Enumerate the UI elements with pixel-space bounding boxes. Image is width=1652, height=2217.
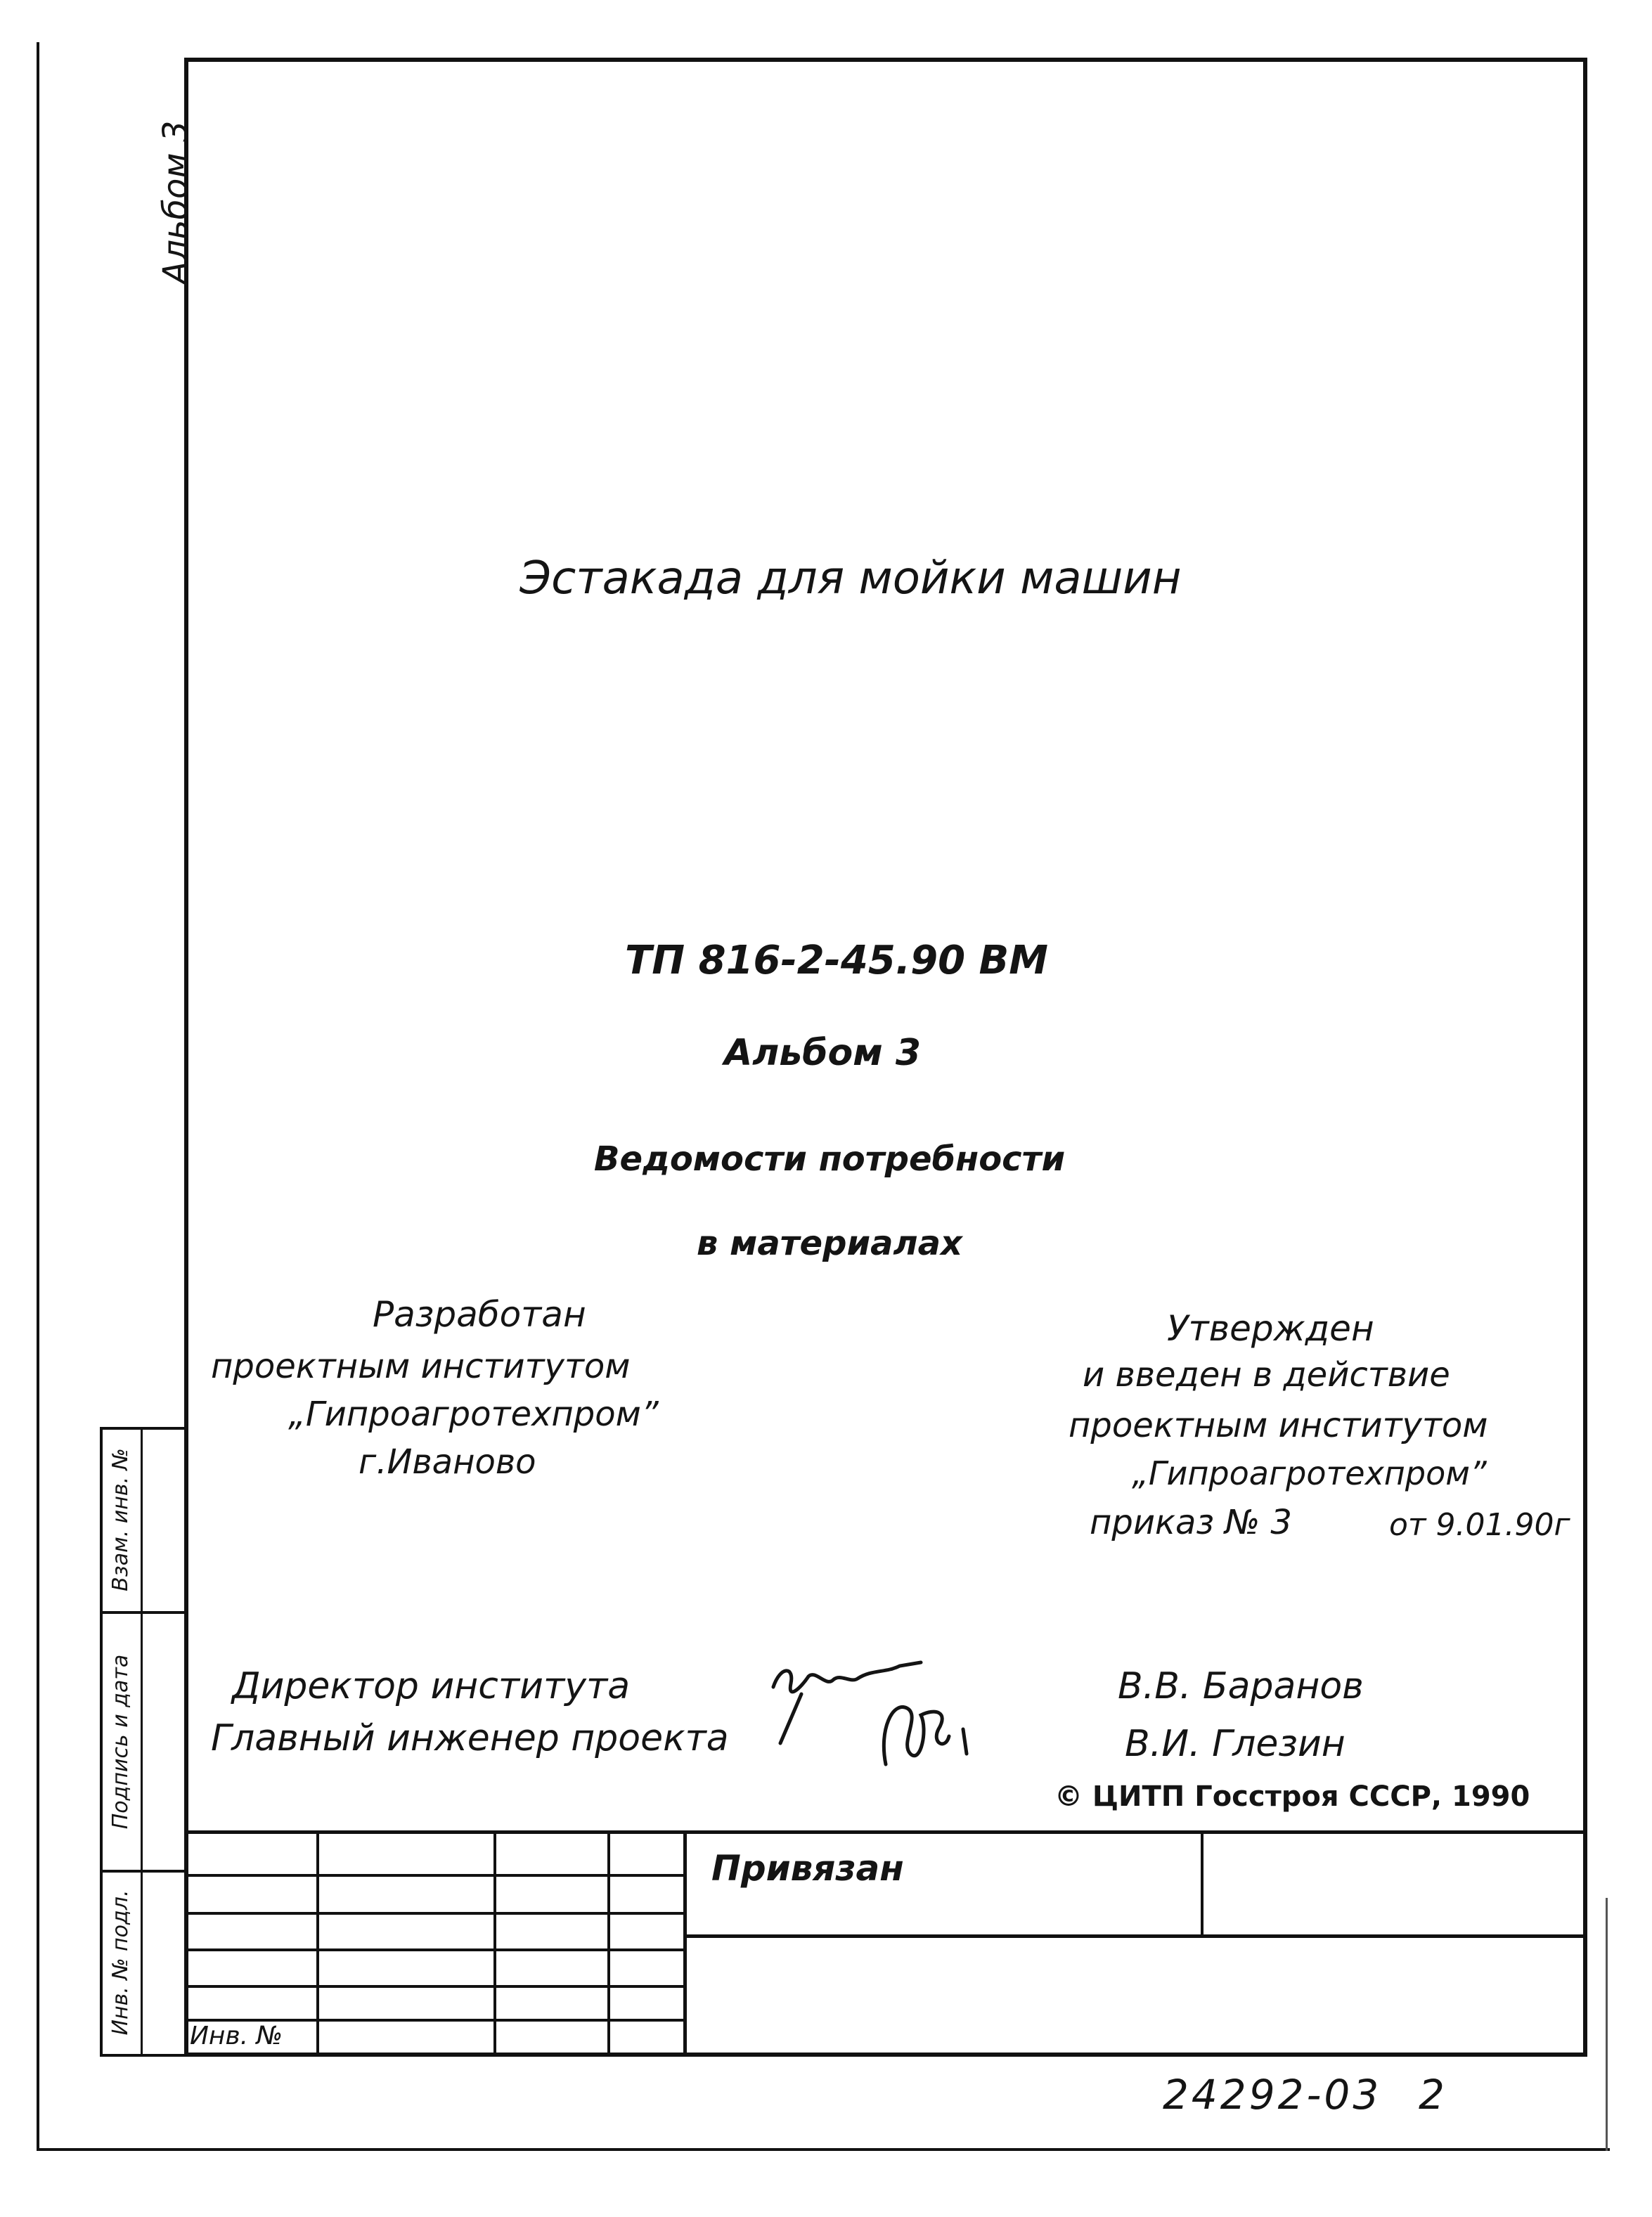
stamp-row-3 [184, 1948, 686, 1951]
subject-line-1: Ведомости потребности [593, 1139, 1066, 1179]
stamp-col-5 [1201, 1830, 1203, 1936]
developed-line-3: „Гипроагротехпром” [288, 1395, 659, 1434]
project-designation: ТП 816-2-45.90 ВМ [625, 938, 1048, 983]
stamp-row-1 [184, 1874, 686, 1877]
chief-signature [872, 1687, 984, 1778]
margin-album-label: Альбом 3 [156, 120, 195, 285]
chief-engineer-role: Главный инженер проекта [211, 1717, 729, 1759]
margin-side-label-1: Взам. инв. № [108, 1448, 133, 1591]
margin-col-left [100, 1427, 103, 2057]
director-role: Директор института [232, 1665, 631, 1707]
album-title: Альбом 3 [723, 1032, 922, 1074]
document-number: 24292-03 [1163, 2071, 1382, 2119]
frame-top [186, 58, 1587, 62]
stamp-bound-label: Привязан [711, 1848, 904, 1889]
approved-order-date: от 9.01.90г [1389, 1507, 1570, 1543]
stamp-col-2 [493, 1830, 496, 2055]
approved-line-4: „Гипроагротехпром” [1132, 1454, 1487, 1492]
director-name: В.В. Баранов [1118, 1665, 1364, 1707]
stamp-col-3 [607, 1830, 610, 2055]
project-title: Эстакада для мойки машин [520, 552, 1182, 605]
frame-bottom [184, 2053, 1587, 2057]
frame-right [1583, 58, 1587, 2057]
stamp-col-4 [683, 1830, 687, 2055]
developed-line-1: Разработан [373, 1294, 586, 1335]
stamp-row-4 [184, 1985, 686, 1988]
stamp-row-2 [184, 1912, 686, 1915]
outer-right-edge [1606, 1898, 1608, 2151]
margin-col-bottom [100, 2054, 187, 2057]
chief-engineer-name: В.И. Глезин [1125, 1723, 1346, 1765]
developed-line-4: г.Иваново [359, 1442, 536, 1482]
margin-col-inner [141, 1427, 143, 2057]
stamp-mid [683, 1934, 1587, 1938]
margin-side-label-3: Инв. № подл. [108, 1889, 133, 2036]
copyright-notice: © ЦИТП Госстроя СССР, 1990 [1054, 1780, 1530, 1813]
outer-bottom-edge [37, 2148, 1610, 2151]
developed-line-2: проектным институтом [211, 1347, 631, 1386]
approved-line-1: Утвержден [1167, 1308, 1374, 1349]
approved-line-3: проектным институтом [1069, 1406, 1488, 1445]
sheet-number: 2 [1419, 2071, 1445, 2119]
stamp-top [184, 1830, 1587, 1834]
stamp-col-1 [316, 1830, 319, 2055]
margin-side-label-2: Подпись и дата [108, 1654, 133, 1830]
approved-line-2: и введен в действие [1083, 1355, 1450, 1395]
frame-left [184, 58, 188, 2057]
outer-left-edge [37, 42, 39, 2151]
approved-order-label: приказ № 3 [1090, 1503, 1292, 1542]
stamp-inv-no-label: Инв. № [190, 2022, 283, 2050]
subject-line-2: в материалах [697, 1224, 962, 1263]
